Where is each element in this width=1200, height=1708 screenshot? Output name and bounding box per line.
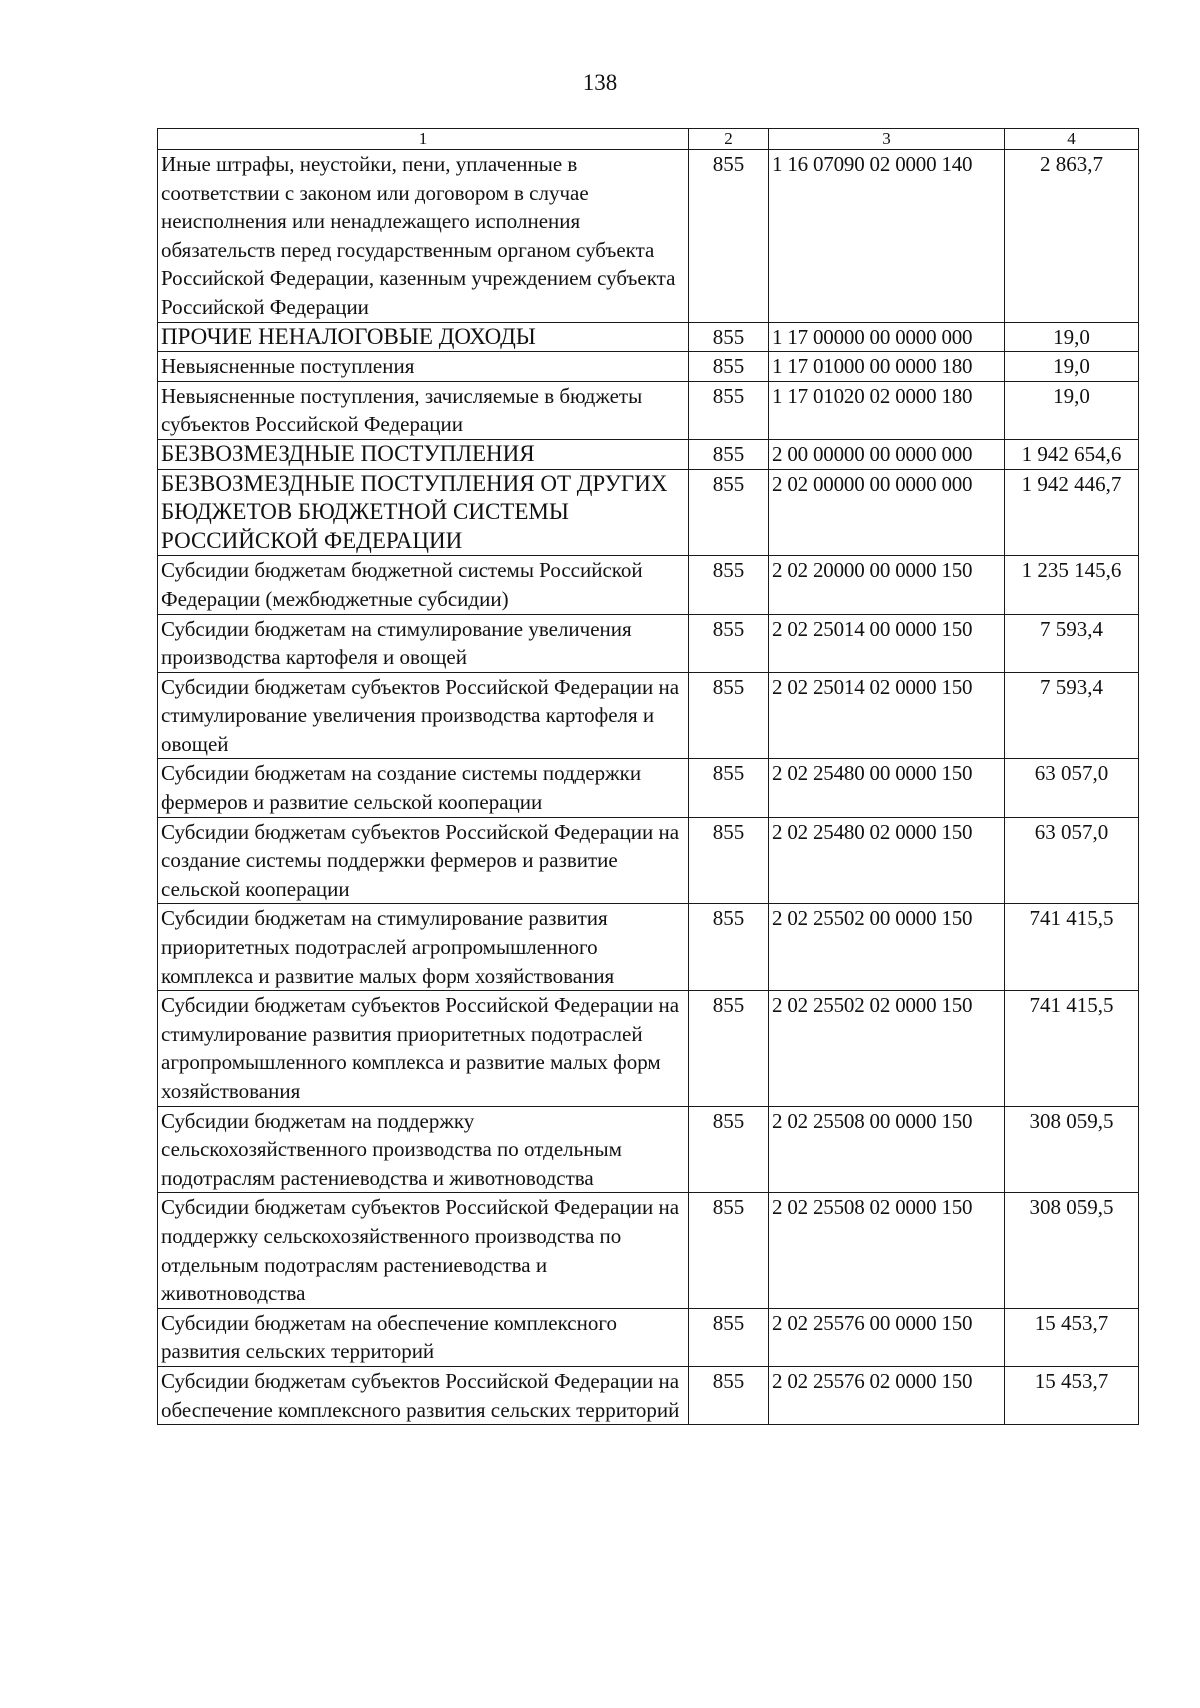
budget-classification-code-cell: 2 02 25014 02 0000 150 [769,672,1005,759]
income-name-cell: Субсидии бюджетам субъектов Российской Федерации на создание системы поддержки фермеров и развитие сельской кооперации [158,817,689,904]
budget-classification-code-cell: 2 02 00000 00 0000 000 [769,469,1005,556]
table-row [158,322,1139,352]
table-header-row [158,129,1139,150]
amount-cell: 1 942 654,6 [1005,439,1139,469]
administrator-code-cell: 855 [689,322,769,352]
administrator-code-cell: 855 [689,904,769,991]
income-name-cell: Субсидии бюджетам на создание системы поддержки фермеров и развитие сельской кооперации [158,759,689,817]
budget-classification-code-cell: 2 02 25480 02 0000 150 [769,817,1005,904]
budget-revenue-table [157,128,1139,1425]
table-row [158,1366,1139,1424]
table-row [158,439,1139,469]
table-row [158,1308,1139,1366]
column-header-amount: 4 [1005,129,1139,150]
income-name-cell: Субсидии бюджетам субъектов Российской Федерации на поддержку сельскохозяйственного производства по отдельным подотраслям растениеводства и животноводства [158,1193,689,1308]
amount-cell: 308 059,5 [1005,1193,1139,1308]
administrator-code-cell: 855 [689,1366,769,1424]
budget-classification-code-cell: 1 17 01000 00 0000 180 [769,352,1005,382]
administrator-code-cell: 855 [689,1193,769,1308]
administrator-code-cell: 855 [689,381,769,439]
amount-cell: 1 942 446,7 [1005,469,1139,556]
budget-classification-code-cell: 2 02 25576 02 0000 150 [769,1366,1005,1424]
table-row [158,469,1139,556]
income-name-cell: Субсидии бюджетам субъектов Российской Федерации на стимулирование развития приоритетных подотраслей агропромышленного комплекса и развитие малых форм хозяйствования [158,991,689,1106]
administrator-code-cell: 855 [689,469,769,556]
page-number: 138 [582,70,618,95]
income-name-cell: Субсидии бюджетам на поддержку сельскохозяйственного производства по отдельным подотраслям растениеводства и животноводства [158,1106,689,1193]
administrator-code-cell: 855 [689,150,769,323]
income-name-cell: Субсидии бюджетам бюджетной системы Российской Федерации (межбюджетные субсидии) [158,556,689,614]
table-row [158,352,1139,382]
amount-cell: 741 415,5 [1005,991,1139,1106]
administrator-code-cell: 855 [689,439,769,469]
budget-classification-code-cell: 2 02 25508 02 0000 150 [769,1193,1005,1308]
amount-cell: 19,0 [1005,381,1139,439]
table-row [158,672,1139,759]
administrator-code-cell: 855 [689,672,769,759]
amount-cell: 15 453,7 [1005,1308,1139,1366]
income-name-cell: ПРОЧИЕ НЕНАЛОГОВЫЕ ДОХОДЫ [158,322,689,352]
table-row [158,381,1139,439]
income-name-cell: Субсидии бюджетам на стимулирование увеличения производства картофеля и овощей [158,614,689,672]
amount-cell: 1 235 145,6 [1005,556,1139,614]
administrator-code-cell: 855 [689,614,769,672]
budget-classification-code-cell: 1 17 00000 00 0000 000 [769,322,1005,352]
budget-classification-code-cell: 2 00 00000 00 0000 000 [769,439,1005,469]
table-row [158,1193,1139,1308]
budget-classification-code-cell: 2 02 25576 00 0000 150 [769,1308,1005,1366]
table-row [158,150,1139,323]
budget-classification-code-cell: 2 02 25508 00 0000 150 [769,1106,1005,1193]
column-header-code: 3 [769,129,1005,150]
budget-classification-code-cell: 1 17 01020 02 0000 180 [769,381,1005,439]
table-row [158,759,1139,817]
budget-classification-code-cell: 2 02 20000 00 0000 150 [769,556,1005,614]
income-name-cell: БЕЗВОЗМЕЗДНЫЕ ПОСТУПЛЕНИЯ [158,439,689,469]
administrator-code-cell: 855 [689,759,769,817]
amount-cell: 7 593,4 [1005,672,1139,759]
table-row [158,904,1139,991]
administrator-code-cell: 855 [689,1106,769,1193]
administrator-code-cell: 855 [689,1308,769,1366]
amount-cell: 7 593,4 [1005,614,1139,672]
budget-classification-code-cell: 2 02 25014 00 0000 150 [769,614,1005,672]
budget-classification-code-cell: 1 16 07090 02 0000 140 [769,150,1005,323]
income-name-cell: Невыясненные поступления [158,352,689,382]
income-name-cell: Субсидии бюджетам субъектов Российской Федерации на обеспечение комплексного развития сельских территорий [158,1366,689,1424]
table-row [158,991,1139,1106]
amount-cell: 15 453,7 [1005,1366,1139,1424]
budget-classification-code-cell: 2 02 25480 00 0000 150 [769,759,1005,817]
income-name-cell: Субсидии бюджетам субъектов Российской Федерации на стимулирование увеличения производства картофеля и овощей [158,672,689,759]
table-row [158,614,1139,672]
income-name-cell: Невыясненные поступления, зачисляемые в бюджеты субъектов Российской Федерации [158,381,689,439]
income-name-cell: Субсидии бюджетам на стимулирование развития приоритетных подотраслей агропромышленного комплекса и развитие малых форм хозяйствования [158,904,689,991]
column-header-admin: 2 [689,129,769,150]
amount-cell: 63 057,0 [1005,759,1139,817]
amount-cell: 63 057,0 [1005,817,1139,904]
table-row [158,817,1139,904]
amount-cell: 19,0 [1005,322,1139,352]
budget-classification-code-cell: 2 02 25502 00 0000 150 [769,904,1005,991]
administrator-code-cell: 855 [689,817,769,904]
administrator-code-cell: 855 [689,352,769,382]
table-row [158,556,1139,614]
income-name-cell: БЕЗВОЗМЕЗДНЫЕ ПОСТУПЛЕНИЯ ОТ ДРУГИХ БЮДЖЕТОВ БЮДЖЕТНОЙ СИСТЕМЫ РОССИЙСКОЙ ФЕДЕРАЦИИ [158,469,689,556]
income-name-cell: Субсидии бюджетам на обеспечение комплексного развития сельских территорий [158,1308,689,1366]
amount-cell: 308 059,5 [1005,1106,1139,1193]
table-row [158,1106,1139,1193]
amount-cell: 19,0 [1005,352,1139,382]
column-header-name: 1 [158,129,689,150]
table-body [158,150,1139,1425]
administrator-code-cell: 855 [689,991,769,1106]
administrator-code-cell: 855 [689,556,769,614]
amount-cell: 741 415,5 [1005,904,1139,991]
amount-cell: 2 863,7 [1005,150,1139,323]
budget-classification-code-cell: 2 02 25502 02 0000 150 [769,991,1005,1106]
income-name-cell: Иные штрафы, неустойки, пени, уплаченные в соответствии с законом или договором в случае неисполнения или ненадлежащего исполнения обязательств перед государственным органом субъекта Российской Федерации, казенным учреждением субъекта Российской Федерации [158,150,689,323]
